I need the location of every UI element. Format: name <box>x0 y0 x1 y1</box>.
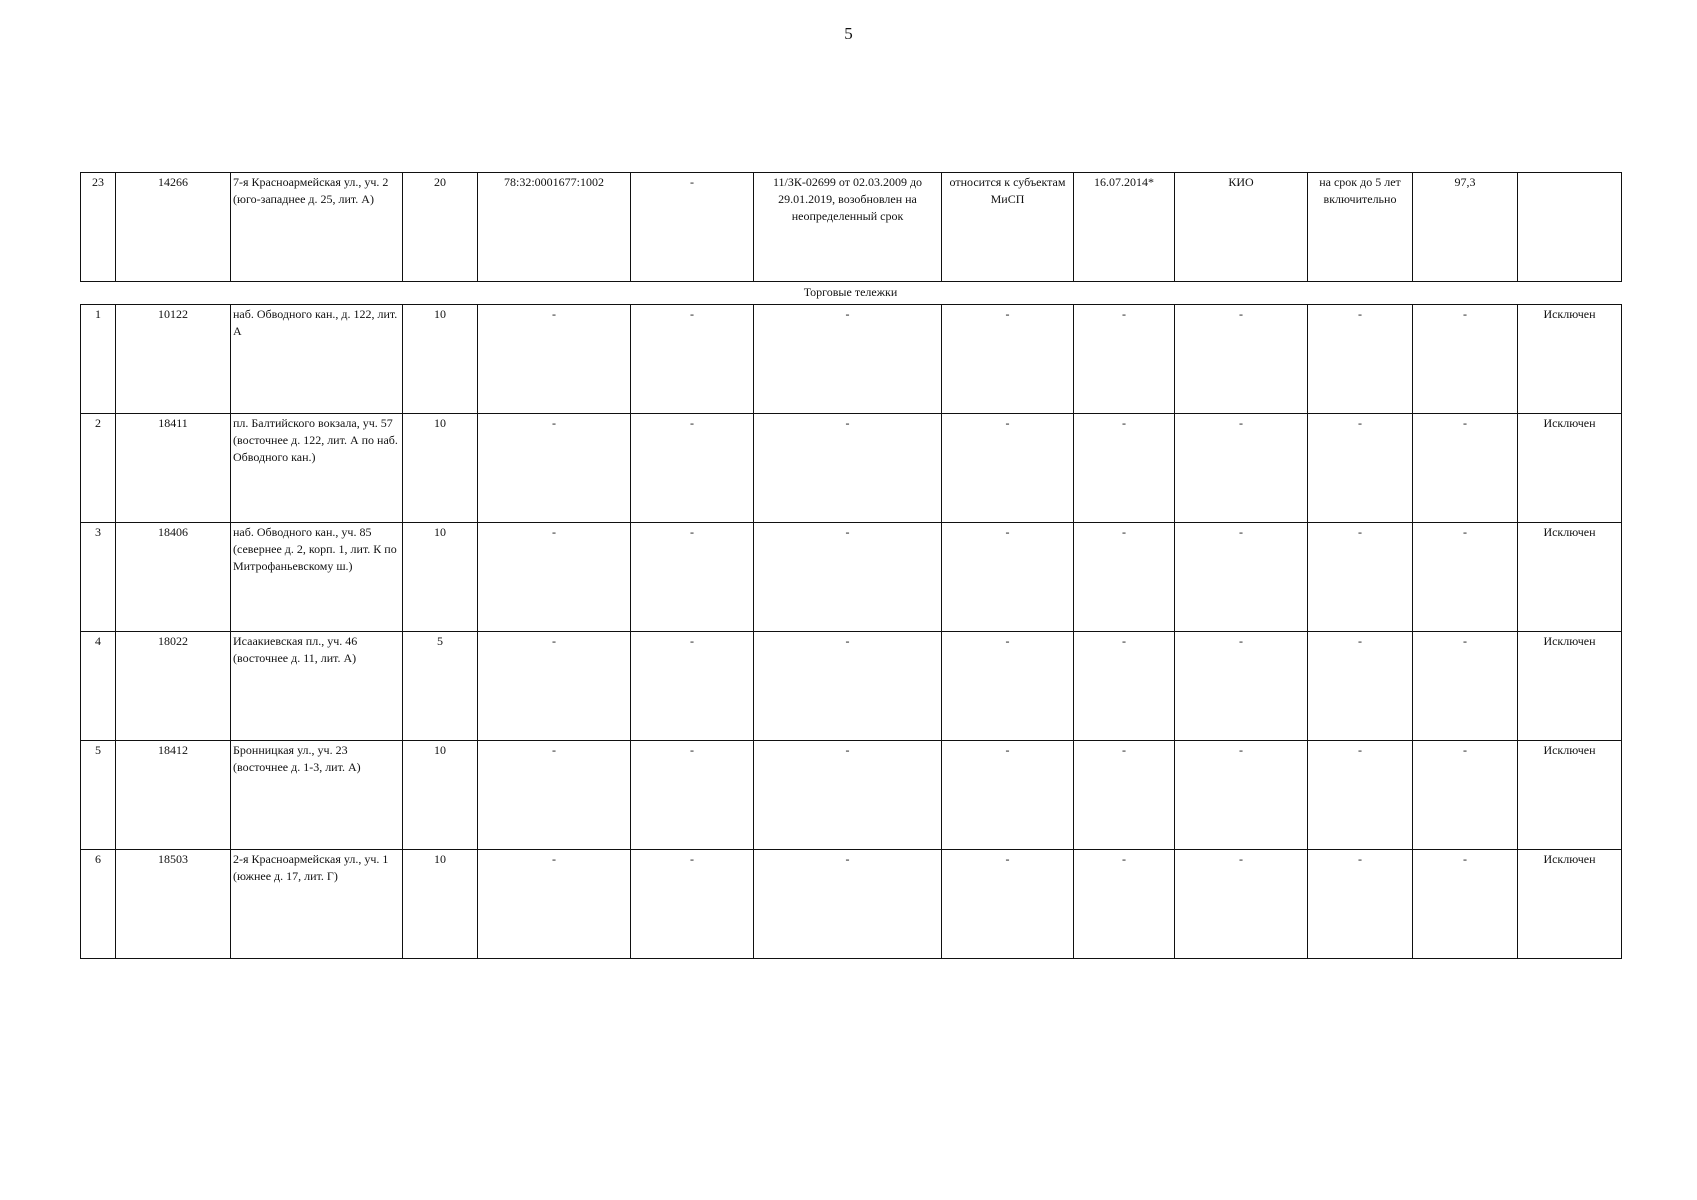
cell-col6: - <box>631 173 754 282</box>
cell-col6: - <box>631 632 754 741</box>
address: Бронницкая ул., уч. 23 (восточнее д. 1-3, лит. А) <box>231 741 403 850</box>
top-table <box>80 172 1622 282</box>
contract: 11/ЗК-02699 от 02.03.2009 до 29.01.2019, возобновлен на неопределенный срок <box>754 173 942 282</box>
note: Исключен <box>1518 741 1622 850</box>
date: 16.07.2014* <box>1074 173 1175 282</box>
area: 5 <box>403 632 478 741</box>
cell-col12: - <box>1413 523 1518 632</box>
cell-col11: - <box>1308 305 1413 414</box>
cell-col12: - <box>1413 305 1518 414</box>
cell-col6: - <box>631 850 754 959</box>
cell-col6: - <box>631 741 754 850</box>
cell-col5: - <box>478 741 631 850</box>
table-row <box>81 173 1622 282</box>
cell-col11: - <box>1308 632 1413 741</box>
note: Исключен <box>1518 305 1622 414</box>
address: 7-я Красноармейская ул., уч. 2 (юго-западнее д. 25, лит. А) <box>231 173 403 282</box>
carts-table <box>80 304 1622 959</box>
cell-col8: - <box>942 741 1074 850</box>
cell-col11: - <box>1308 523 1413 632</box>
cell-col9: - <box>1074 632 1175 741</box>
address: 2-я Красноармейская ул., уч. 1 (южнее д. 17, лит. Г) <box>231 850 403 959</box>
address: пл. Балтийского вокзала, уч. 57 (восточнее д. 122, лит. А по наб. Обводного кан.) <box>231 414 403 523</box>
cell-col12: - <box>1413 632 1518 741</box>
section-title: Торговые тележки <box>803 285 898 299</box>
table-row <box>81 523 1622 632</box>
object-id: 18411 <box>116 414 231 523</box>
cell-col6: - <box>631 414 754 523</box>
table-row <box>81 414 1622 523</box>
cell-col10: - <box>1175 414 1308 523</box>
object-id: 18406 <box>116 523 231 632</box>
area: 10 <box>403 850 478 959</box>
object-id: 18412 <box>116 741 231 850</box>
cell-col9: - <box>1074 523 1175 632</box>
cell-col5: - <box>478 850 631 959</box>
area: 10 <box>403 741 478 850</box>
area: 10 <box>403 414 478 523</box>
row-number: 5 <box>81 741 116 850</box>
cell-col11: - <box>1308 741 1413 850</box>
cell-col10: - <box>1175 523 1308 632</box>
cell-col8: - <box>942 850 1074 959</box>
organization: КИО <box>1175 173 1308 282</box>
row-number: 2 <box>81 414 116 523</box>
cell-col9: - <box>1074 850 1175 959</box>
cell-col5: - <box>478 305 631 414</box>
cell-col7: - <box>754 632 942 741</box>
object-id: 18503 <box>116 850 231 959</box>
address: наб. Обводного кан., уч. 85 (севернее д. 2, корп. 1, лит. К по Митрофаньевскому ш.) <box>231 523 403 632</box>
cell-col9: - <box>1074 414 1175 523</box>
cell-col11: - <box>1308 414 1413 523</box>
cell-col6: - <box>631 305 754 414</box>
cell-col10: - <box>1175 741 1308 850</box>
cell-col7: - <box>754 414 942 523</box>
cell-col7: - <box>754 523 942 632</box>
row-number: 23 <box>81 173 116 282</box>
value: 97,3 <box>1413 173 1518 282</box>
address: наб. Обводного кан., д. 122, лит. А <box>231 305 403 414</box>
cadastral-number: 78:32:0001677:1002 <box>478 173 631 282</box>
note: Исключен <box>1518 523 1622 632</box>
cell-col8: - <box>942 632 1074 741</box>
cell-col7: - <box>754 741 942 850</box>
note: Исключен <box>1518 632 1622 741</box>
cell-col9: - <box>1074 305 1175 414</box>
cell-col5: - <box>478 414 631 523</box>
area: 10 <box>403 523 478 632</box>
table-row <box>81 632 1622 741</box>
row-number: 4 <box>81 632 116 741</box>
cell-col10: - <box>1175 305 1308 414</box>
area: 10 <box>403 305 478 414</box>
cell-col8: - <box>942 414 1074 523</box>
note: Исключен <box>1518 414 1622 523</box>
cell-col12: - <box>1413 741 1518 850</box>
cell-col7: - <box>754 305 942 414</box>
row-number: 3 <box>81 523 116 632</box>
cell-col8: - <box>942 523 1074 632</box>
page-number: 5 <box>844 24 853 43</box>
cell-col12: - <box>1413 414 1518 523</box>
table-row <box>81 850 1622 959</box>
cell-col10: - <box>1175 850 1308 959</box>
term: на срок до 5 лет включительно <box>1308 173 1413 282</box>
cell-col5: - <box>478 523 631 632</box>
object-id: 10122 <box>116 305 231 414</box>
cell-col6: - <box>631 523 754 632</box>
cell-col8: - <box>942 305 1074 414</box>
note <box>1518 173 1622 282</box>
object-id: 14266 <box>116 173 231 282</box>
note: Исключен <box>1518 850 1622 959</box>
row-number: 1 <box>81 305 116 414</box>
address: Исаакиевская пл., уч. 46 (восточнее д. 11, лит. А) <box>231 632 403 741</box>
object-id: 18022 <box>116 632 231 741</box>
table-row <box>81 741 1622 850</box>
table-row <box>81 305 1622 414</box>
row-number: 6 <box>81 850 116 959</box>
cell-col9: - <box>1074 741 1175 850</box>
subject-category: относится к субъектам МиСП <box>942 173 1074 282</box>
cell-col10: - <box>1175 632 1308 741</box>
cell-col11: - <box>1308 850 1413 959</box>
cell-col7: - <box>754 850 942 959</box>
area: 20 <box>403 173 478 282</box>
cell-col12: - <box>1413 850 1518 959</box>
cell-col5: - <box>478 632 631 741</box>
